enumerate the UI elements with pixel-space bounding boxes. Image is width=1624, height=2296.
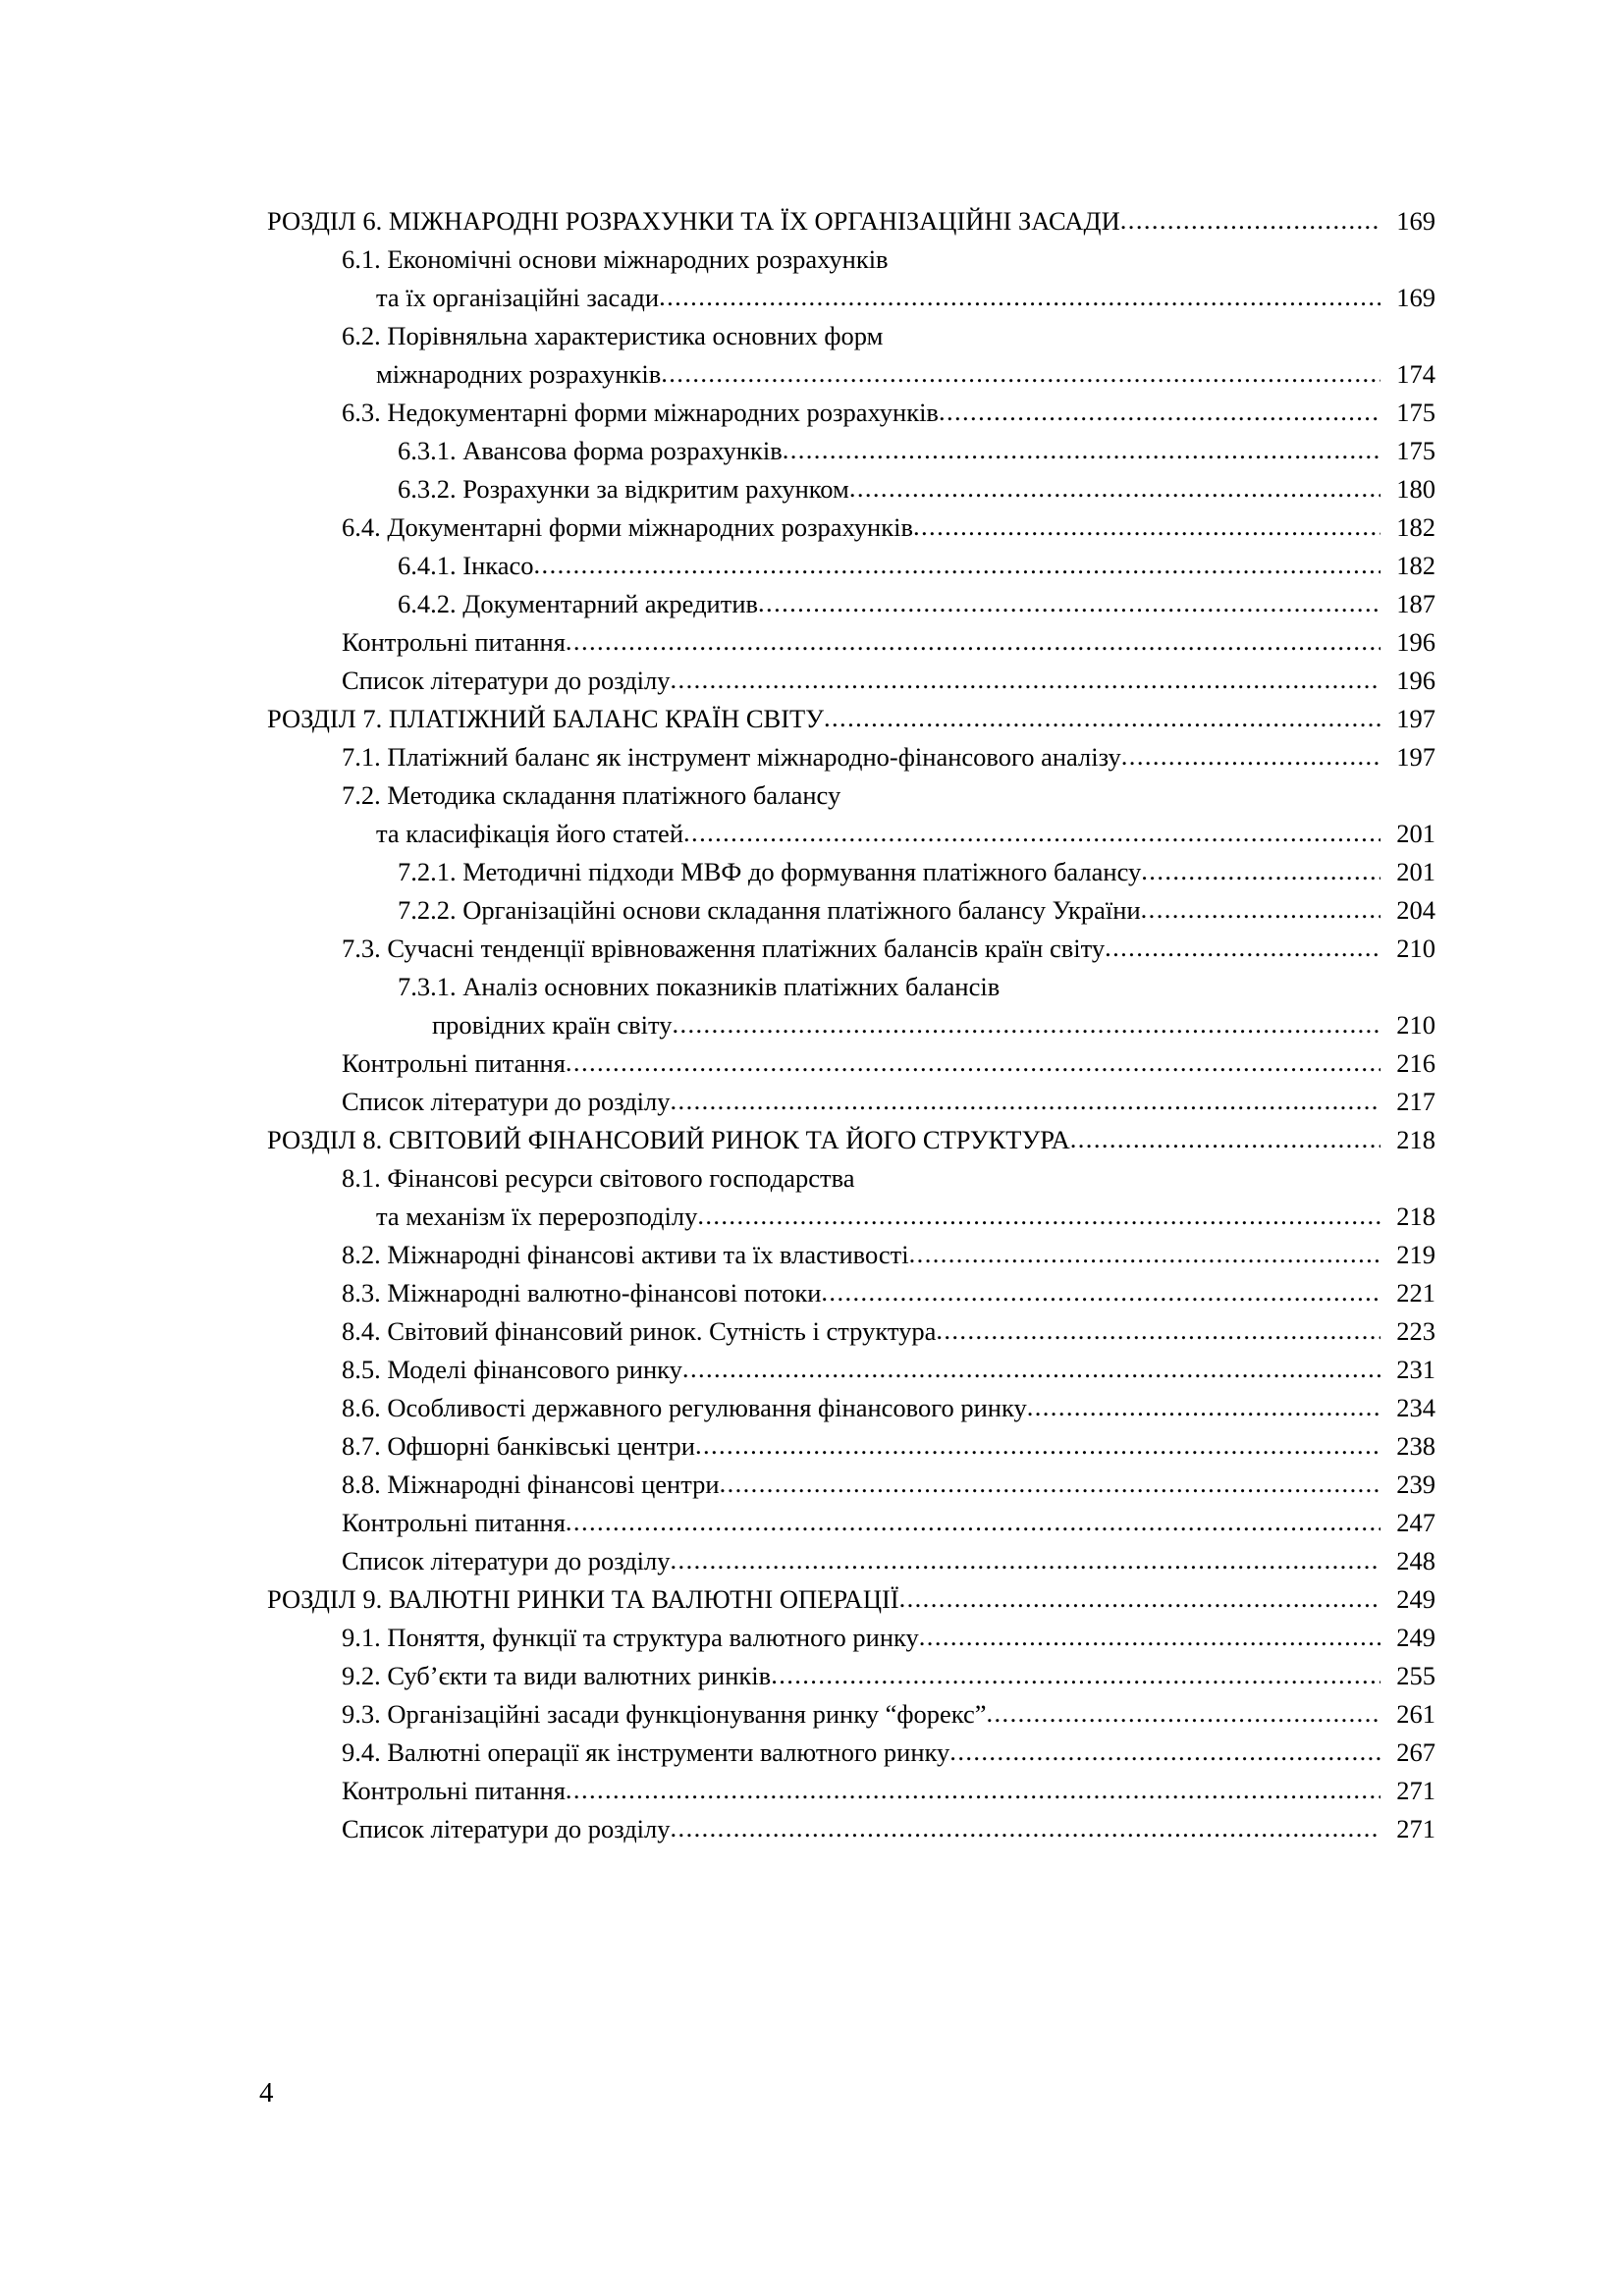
toc-entry[interactable] <box>342 1351 1435 1389</box>
toc-dot-leader <box>1027 1388 1380 1426</box>
toc-entry-page-number: 219 <box>1396 1240 1435 1269</box>
toc-entry[interactable] <box>398 432 1435 470</box>
toc-dot-leader <box>949 1733 1380 1771</box>
toc-entry[interactable] <box>342 1427 1435 1466</box>
toc-dot-leader <box>566 1503 1380 1541</box>
toc-entry[interactable] <box>342 1389 1435 1427</box>
toc-entry-label: 6.3. Недокументарні форми міжнародних розрахунків <box>342 398 939 427</box>
toc-dot-leader <box>697 1197 1380 1235</box>
toc-dot-leader <box>683 814 1380 852</box>
toc-entry-label: провідних країн світу <box>432 1010 673 1040</box>
toc-entry-label: 7.2. Методика складання платіжного балансу <box>342 780 841 810</box>
toc-entry[interactable] <box>342 1159 1435 1198</box>
toc-dot-leader <box>939 393 1380 431</box>
toc-entry[interactable] <box>342 1312 1435 1351</box>
toc-entry-label: Контрольні питання <box>342 1508 566 1537</box>
toc-dot-leader <box>682 1350 1380 1388</box>
toc-entry-label: 9.3. Організаційні засади функціонування ринку “форекс” <box>342 1699 987 1729</box>
toc-entry-page-number: 197 <box>1396 704 1435 733</box>
toc-dot-leader <box>661 354 1380 393</box>
toc-entry-page-number: 210 <box>1396 1010 1435 1040</box>
toc-entry[interactable] <box>342 1772 1435 1810</box>
toc-entry-page-number: 231 <box>1396 1355 1435 1384</box>
toc-dot-leader <box>936 1311 1380 1350</box>
toc-entry[interactable] <box>267 202 1435 240</box>
toc-entry-page-number: 223 <box>1396 1316 1435 1346</box>
toc-dot-leader <box>671 1809 1380 1847</box>
toc-entry-label: міжнародних розрахунків <box>376 359 662 389</box>
toc-entry-page-number: 267 <box>1396 1737 1435 1767</box>
toc-entry[interactable] <box>342 240 1435 279</box>
toc-dot-leader <box>672 1005 1380 1043</box>
toc-entry-label: 6.3.2. Розрахунки за відкритим рахунком <box>398 474 849 504</box>
toc-dot-leader <box>671 661 1380 699</box>
toc-entry-label: 8.5. Моделі фінансового ринку <box>342 1355 682 1384</box>
toc-dot-leader <box>783 431 1380 469</box>
toc-entry[interactable] <box>342 1695 1435 1734</box>
toc-entry[interactable] <box>342 662 1435 700</box>
toc-entry-label: 6.3.1. Авансова форма розрахунків <box>398 436 783 465</box>
toc-entry[interactable] <box>342 623 1435 662</box>
toc-entry[interactable] <box>342 394 1435 432</box>
toc-dot-leader <box>695 1426 1380 1465</box>
toc-entry[interactable] <box>376 355 1435 394</box>
toc-dot-leader <box>1141 890 1380 929</box>
toc-entry-page-number: 201 <box>1396 819 1435 848</box>
toc-entry-page-number: 169 <box>1396 283 1435 312</box>
toc-entry-label: Список літератури до розділу <box>342 1546 671 1575</box>
toc-entry-page-number: 169 <box>1396 206 1435 236</box>
toc-entry-page-number: 271 <box>1396 1814 1435 1843</box>
toc-entry[interactable] <box>398 968 1435 1006</box>
toc-entry-label: 7.3. Сучасні тенденції врівноваження платіжних балансів країн світу <box>342 934 1106 963</box>
toc-entry-page-number: 210 <box>1396 934 1435 963</box>
toc-entry-label: 7.2.2. Організаційні основи складання платіжного балансу України <box>398 895 1141 925</box>
toc-dot-leader <box>771 1656 1380 1694</box>
toc-dot-leader <box>1105 929 1380 967</box>
toc-entry-label: Контрольні питання <box>342 1048 566 1078</box>
toc-entry-label: та класифікація його статей <box>376 819 684 848</box>
toc-entry-page-number: 255 <box>1396 1661 1435 1690</box>
toc-entry-label: 9.1. Поняття, функції та структура валютного ринку <box>342 1623 919 1652</box>
toc-entry-label: 8.4. Світовий фінансовий ринок. Сутність і структура <box>342 1316 937 1346</box>
toc-entry-label: 6.4.2. Документарний акредитив <box>398 589 759 618</box>
toc-dot-leader <box>671 1082 1380 1120</box>
toc-entry[interactable] <box>398 547 1435 585</box>
page-folio: 4 <box>259 2077 274 2109</box>
toc-entry-label: Контрольні питання <box>342 1776 566 1805</box>
toc-entry-label: Контрольні питання <box>342 627 566 657</box>
toc-entry-label: 7.3.1. Аналіз основних показників платіжних балансів <box>398 972 1001 1001</box>
toc-entry[interactable] <box>342 1236 1435 1274</box>
toc-entry[interactable] <box>342 1504 1435 1542</box>
toc-entry[interactable] <box>376 815 1435 853</box>
toc-entry-label: та їх організаційні засади <box>376 283 660 312</box>
toc-entry-page-number: 218 <box>1396 1201 1435 1231</box>
toc-entry[interactable] <box>342 1619 1435 1657</box>
toc-entry-label: 8.8. Міжнародні фінансові центри <box>342 1469 720 1499</box>
toc-entry-label: 6.2. Порівняльна характеристика основних форм <box>342 321 884 350</box>
table-of-contents <box>267 202 1435 1848</box>
toc-entry-label: 6.4.1. Інкасо <box>398 551 534 580</box>
toc-entry-page-number: 248 <box>1396 1546 1435 1575</box>
toc-entry-label: та механізм їх перерозподілу <box>376 1201 698 1231</box>
toc-entry-label: 8.6. Особливості державного регулювання фінансового ринку <box>342 1393 1027 1422</box>
toc-dot-leader <box>566 622 1380 661</box>
toc-entry-label: РОЗДІЛ 8. СВІТОВИЙ ФІНАНСОВИЙ РИНОК ТА ЙОГО СТРУКТУРА <box>267 1125 1070 1154</box>
toc-entry-label: 8.1. Фінансові ресурси світового господарства <box>342 1163 855 1193</box>
toc-entry[interactable] <box>342 1734 1435 1772</box>
toc-entry[interactable] <box>398 470 1435 508</box>
toc-entry-label: 9.4. Валютні операції як інструменти валютного ринку <box>342 1737 950 1767</box>
toc-entry-page-number: 201 <box>1396 857 1435 886</box>
toc-entry-page-number: 187 <box>1396 589 1435 618</box>
toc-dot-leader <box>1121 737 1380 775</box>
toc-entry-page-number: 175 <box>1396 398 1435 427</box>
toc-entry-label: 6.1. Економічні основи міжнародних розрахунків <box>342 244 889 274</box>
toc-entry-page-number: 217 <box>1396 1087 1435 1116</box>
toc-dot-leader <box>534 546 1380 584</box>
toc-dot-leader <box>720 1465 1380 1503</box>
toc-entry-page-number: 196 <box>1396 666 1435 695</box>
toc-dot-leader <box>919 1618 1380 1656</box>
toc-entry-label: РОЗДІЛ 6. МІЖНАРОДНІ РОЗРАХУНКИ ТА ЇХ ОРГАНІЗАЦІЙНІ ЗАСАДИ <box>267 206 1120 236</box>
toc-dot-leader <box>671 1541 1380 1579</box>
toc-entry-page-number: 249 <box>1396 1584 1435 1614</box>
toc-entry-page-number: 182 <box>1396 512 1435 542</box>
toc-entry[interactable] <box>342 776 1435 815</box>
toc-entry-page-number: 175 <box>1396 436 1435 465</box>
toc-entry-page-number: 234 <box>1396 1393 1435 1422</box>
toc-entry-page-number: 218 <box>1396 1125 1435 1154</box>
toc-entry-page-number: 174 <box>1396 359 1435 389</box>
toc-entry-page-number: 197 <box>1396 742 1435 772</box>
toc-dot-leader <box>899 1579 1380 1618</box>
toc-dot-leader <box>913 507 1380 546</box>
toc-dot-leader <box>849 469 1380 507</box>
toc-dot-leader <box>987 1694 1381 1733</box>
toc-dot-leader <box>659 278 1380 316</box>
toc-entry[interactable] <box>432 1006 1435 1044</box>
toc-entry-page-number: 216 <box>1396 1048 1435 1078</box>
toc-entry-label: 7.2.1. Методичні підходи МВФ до формування платіжного балансу <box>398 857 1142 886</box>
toc-entry-label: 8.3. Міжнародні валютно-фінансові потоки <box>342 1278 822 1308</box>
toc-entry[interactable] <box>342 1044 1435 1083</box>
toc-entry-page-number: 261 <box>1396 1699 1435 1729</box>
toc-entry-label: 8.7. Офшорні банківські центри <box>342 1431 695 1461</box>
toc-dot-leader <box>821 1273 1380 1311</box>
toc-entry-label: 9.2. Суб’єкти та види валютних ринків <box>342 1661 772 1690</box>
toc-dot-leader <box>1141 852 1380 890</box>
toc-entry-label: 7.1. Платіжний баланс як інструмент міжнародно-фінансового аналізу <box>342 742 1121 772</box>
toc-entry[interactable] <box>267 700 1435 738</box>
toc-entry-page-number: 180 <box>1396 474 1435 504</box>
toc-entry[interactable] <box>267 1580 1435 1619</box>
toc-entry[interactable] <box>376 1198 1435 1236</box>
toc-entry[interactable] <box>376 279 1435 317</box>
toc-entry-label: 8.2. Міжнародні фінансові активи та їх властивості <box>342 1240 909 1269</box>
toc-entry-page-number: 249 <box>1396 1623 1435 1652</box>
toc-entry-label: Список літератури до розділу <box>342 1087 671 1116</box>
toc-dot-leader <box>758 584 1380 622</box>
toc-entry-page-number: 247 <box>1396 1508 1435 1537</box>
toc-entry[interactable] <box>267 1121 1435 1159</box>
toc-entry[interactable] <box>342 1542 1435 1580</box>
toc-dot-leader <box>1070 1120 1380 1158</box>
toc-entry[interactable] <box>342 930 1435 968</box>
toc-entry-page-number: 204 <box>1396 895 1435 925</box>
toc-entry-page-number: 238 <box>1396 1431 1435 1461</box>
toc-entry-page-number: 182 <box>1396 551 1435 580</box>
toc-entry[interactable] <box>342 508 1435 547</box>
toc-entry[interactable] <box>342 1657 1435 1695</box>
toc-entry-label: 6.4. Документарні форми міжнародних розрахунків <box>342 512 913 542</box>
toc-dot-leader <box>566 1043 1380 1082</box>
toc-entry[interactable] <box>342 1466 1435 1504</box>
toc-entry[interactable] <box>398 853 1435 891</box>
toc-dot-leader <box>824 699 1380 737</box>
toc-entry-page-number: 271 <box>1396 1776 1435 1805</box>
toc-dot-leader <box>1120 201 1380 240</box>
toc-entry-page-number: 239 <box>1396 1469 1435 1499</box>
toc-dot-leader <box>566 1771 1380 1809</box>
toc-entry[interactable] <box>342 1810 1435 1848</box>
toc-entry[interactable] <box>342 1274 1435 1312</box>
toc-entry-label: Список літератури до розділу <box>342 1814 671 1843</box>
toc-entry-label: РОЗДІЛ 7. ПЛАТІЖНИЙ БАЛАНС КРАЇН СВІТУ <box>267 704 824 733</box>
toc-entry[interactable] <box>398 891 1435 930</box>
toc-entry[interactable] <box>342 1083 1435 1121</box>
toc-entry-page-number: 196 <box>1396 627 1435 657</box>
toc-entry[interactable] <box>342 738 1435 776</box>
toc-entry-label: РОЗДІЛ 9. ВАЛЮТНІ РИНКИ ТА ВАЛЮТНІ ОПЕРАЦІЇ <box>267 1584 899 1614</box>
toc-entry-page-number: 221 <box>1396 1278 1435 1308</box>
toc-dot-leader <box>909 1235 1380 1273</box>
toc-entry-label: Список літератури до розділу <box>342 666 671 695</box>
toc-entry[interactable] <box>398 585 1435 623</box>
toc-entry[interactable] <box>342 317 1435 355</box>
